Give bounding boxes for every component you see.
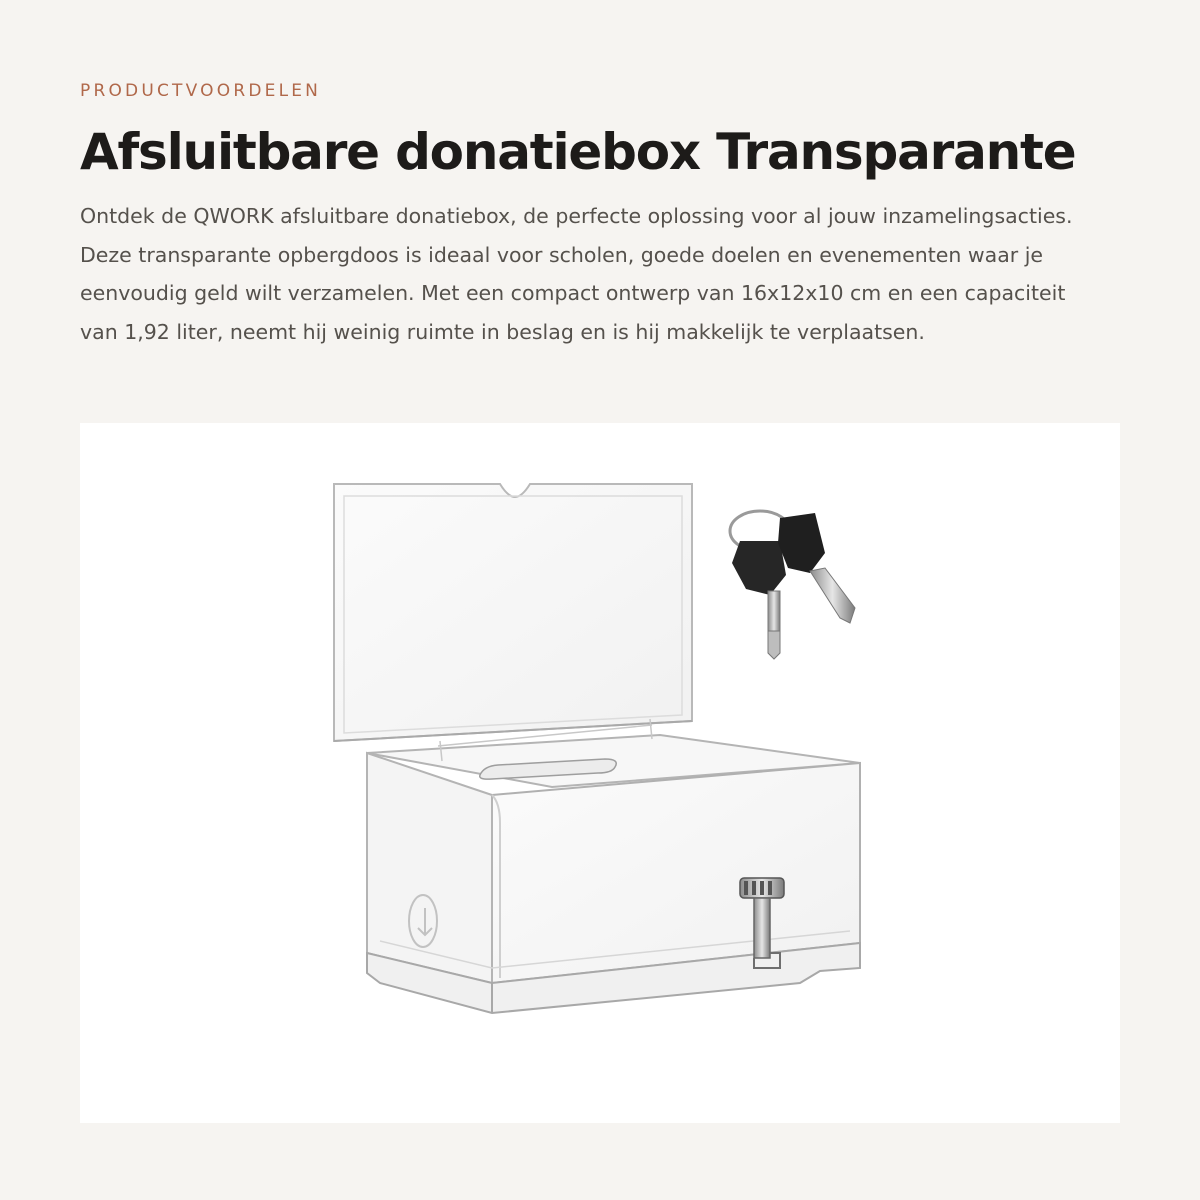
box-lid (334, 484, 692, 741)
product-description: Ontdek de QWORK afsluitbare donatiebox, de perfecte oplossing voor al jouw inzamelingsacties. Deze transparante opbergdoos is ideaal voor scholen, goede doelen en evenementen waar je eenvoudig geld wilt verzamelen. Met een compact ontwerp van 16x12x10 cm en een capaciteit van 1,92 liter, neemt hij weinig ruimte in beslag en is hij makkelijk te verplaatsen. (80, 204, 1073, 344)
donation-box-image (80, 423, 1120, 1123)
box-body (367, 719, 860, 1013)
keys-icon (730, 511, 855, 659)
page-title: Afsluitbare donatiebox Transparante (80, 123, 1076, 181)
product-image-panel (80, 423, 1120, 1123)
section-eyebrow: PRODUCTVOORDELEN (80, 81, 322, 101)
